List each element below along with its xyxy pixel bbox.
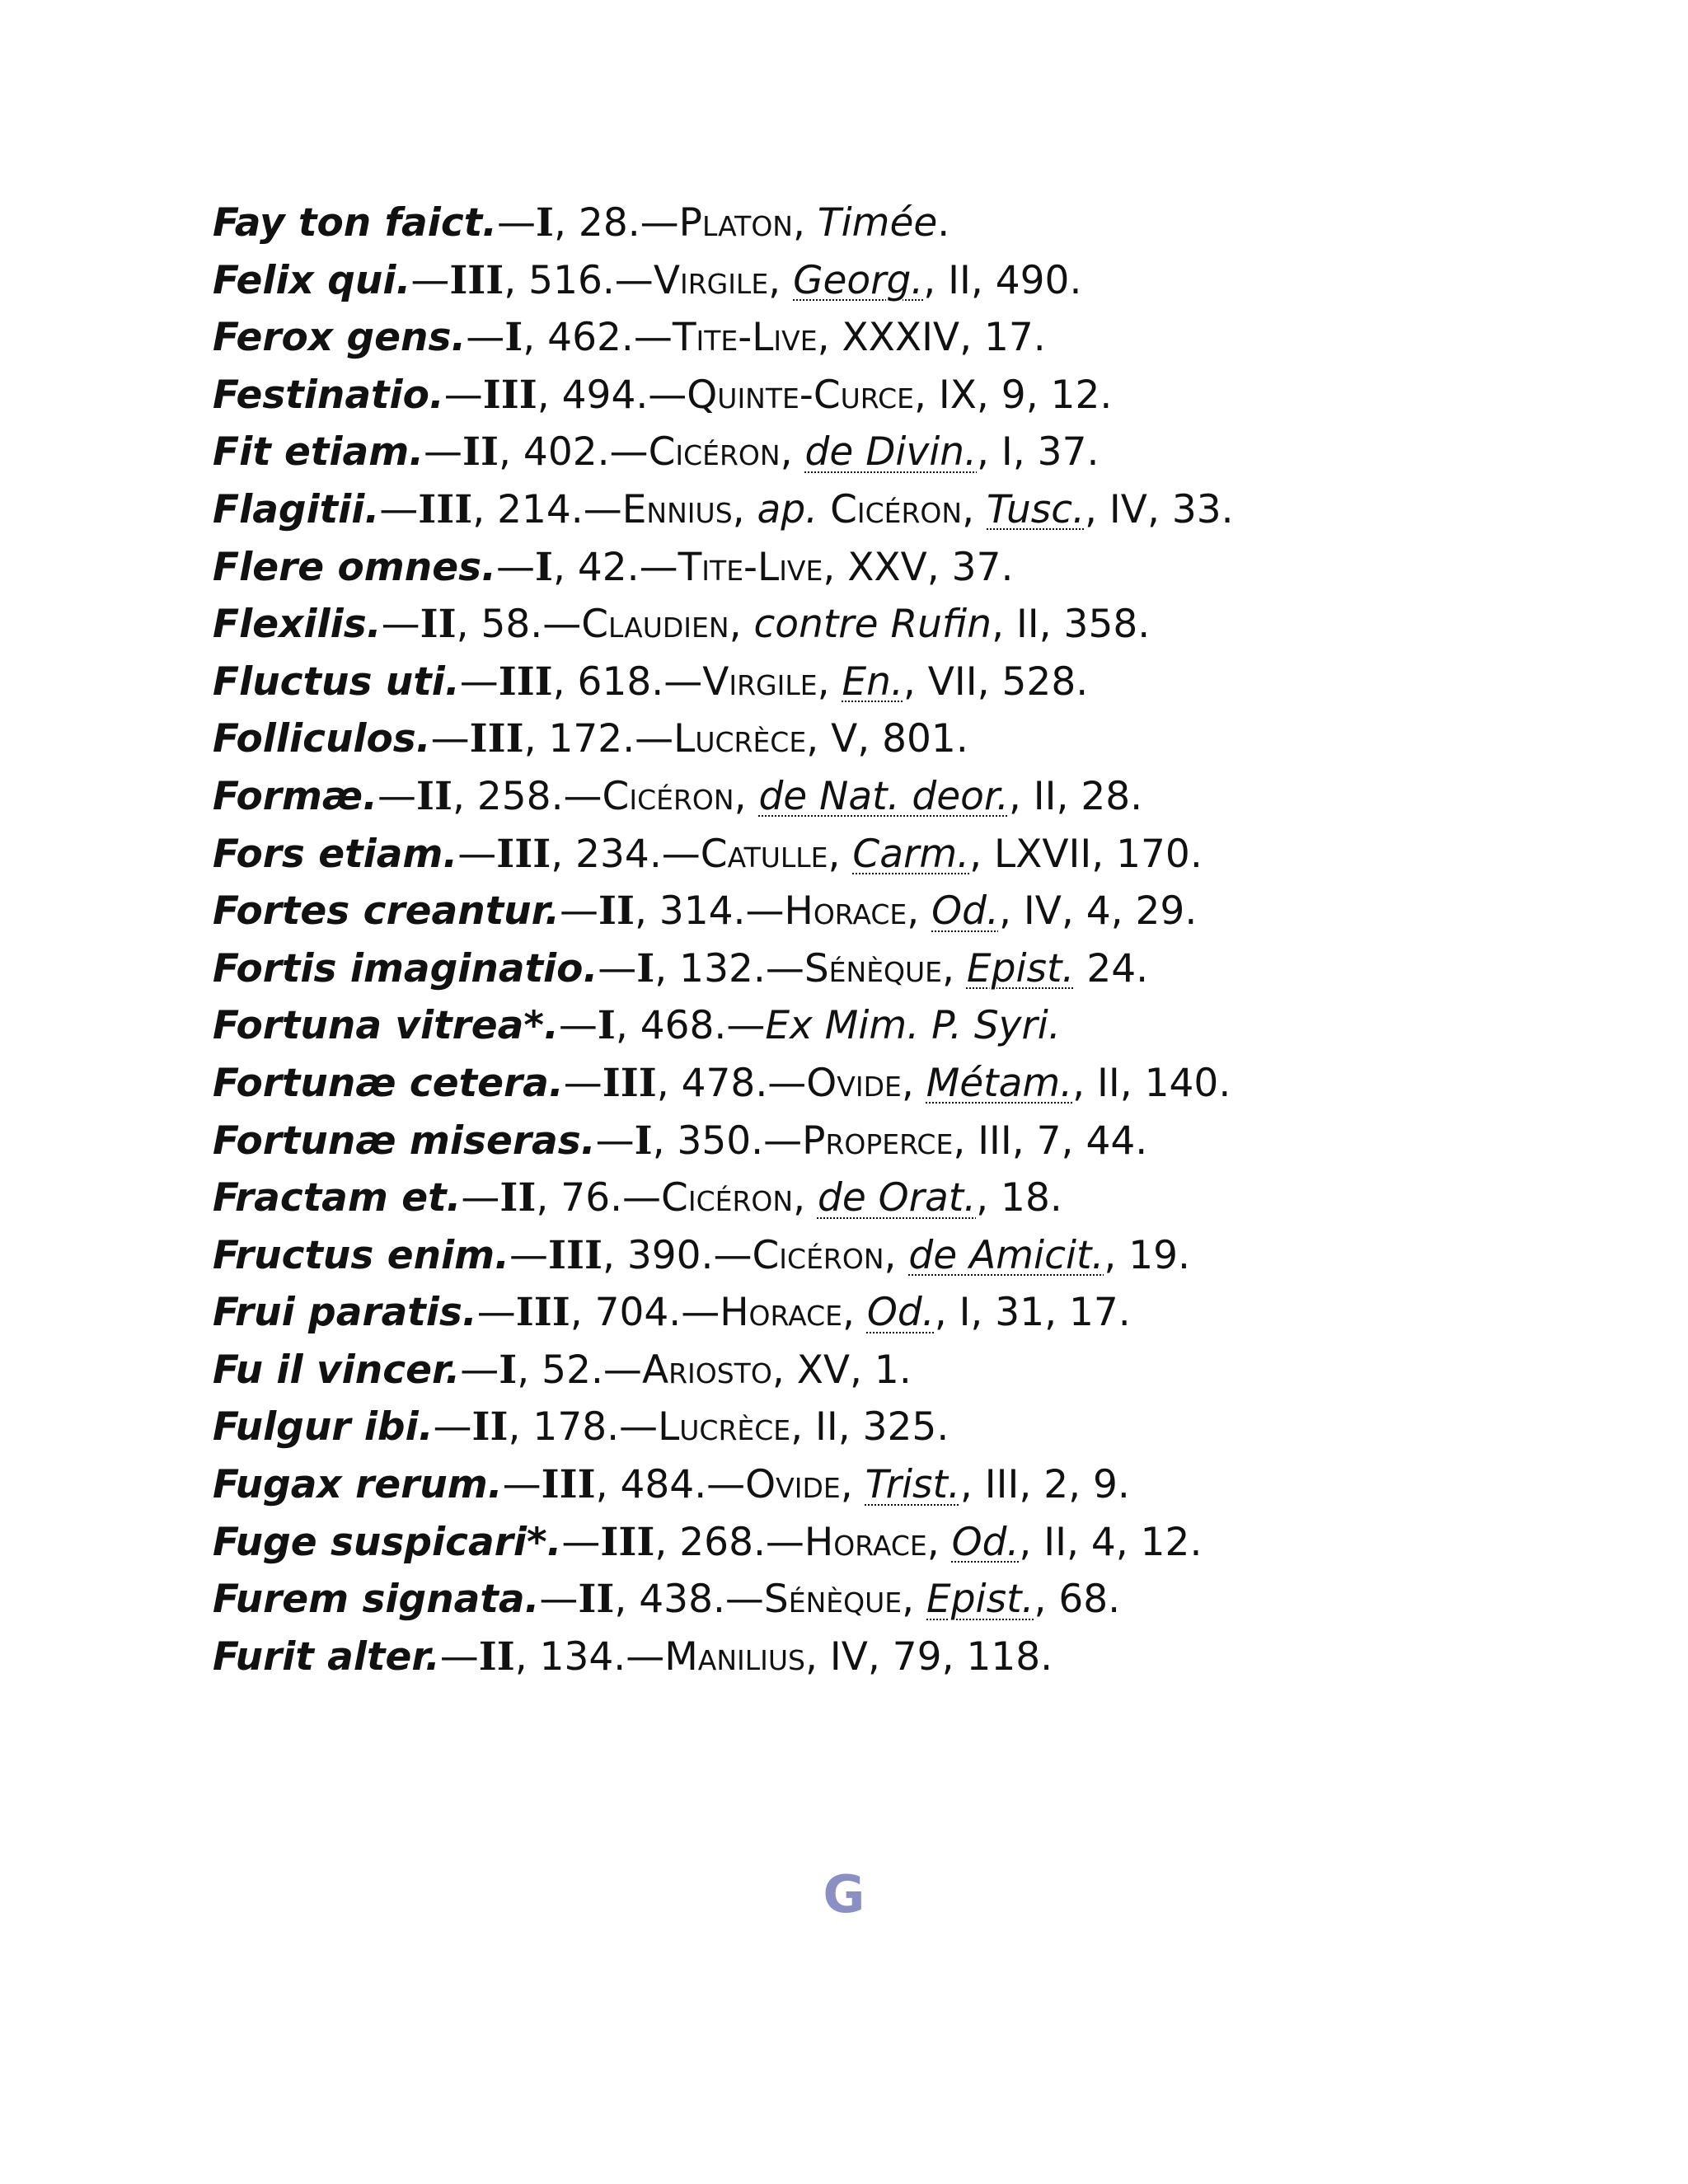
reference-text: , (902, 1577, 927, 1623)
work-title-link[interactable]: de Nat. deor. (758, 773, 1009, 819)
reference-text (818, 487, 830, 532)
reference-text: — (377, 773, 417, 819)
index-entry (213, 768, 1614, 826)
reference-text: — (460, 1347, 499, 1393)
entry-headword: Fortis imaginatio. (213, 945, 598, 991)
author-name: Manilius (664, 1633, 805, 1680)
work-title-link[interactable]: de Divin. (804, 429, 978, 476)
index-entry (213, 1169, 1614, 1227)
entry-headword: Furit alter. (213, 1633, 440, 1680)
reference-text: — (439, 1633, 479, 1680)
book-number: II (598, 888, 635, 935)
entry-headword: Fit etiam. (213, 429, 424, 476)
entry-headword: Festinatio. (213, 372, 444, 418)
reference-text: , 516.— (504, 257, 654, 303)
reference-text: , XV, 1. (771, 1347, 912, 1393)
author-name: Tite-Live (678, 544, 823, 590)
entry-headword: Fors etiam. (213, 831, 458, 877)
reference-text: , (907, 888, 932, 935)
reference-text: , (840, 1462, 865, 1508)
reference-text: , 484.— (595, 1462, 746, 1508)
index-entry (213, 424, 1614, 481)
reference-text: , 402.— (499, 429, 649, 476)
reference-text: , 462.— (523, 315, 673, 361)
work-title: contre Rufin (753, 602, 992, 648)
book-number: III (541, 1462, 596, 1508)
reference-text: , IV, 33. (1085, 486, 1234, 532)
index-entry (213, 826, 1614, 883)
author-name: Ennius (621, 486, 733, 532)
book-number: III (469, 716, 524, 762)
index-entry (213, 1456, 1614, 1514)
author-name: Sénèque (763, 1577, 903, 1623)
reference-text: , I, 31, 17. (934, 1290, 1131, 1336)
index-entry (213, 596, 1614, 654)
index-entry (213, 367, 1614, 424)
reference-text: , 52.— (517, 1347, 642, 1393)
entry-headword: Felix qui. (213, 257, 411, 303)
author-name: Cicéron (648, 429, 781, 476)
work-title: ap. (757, 486, 818, 532)
reference-text: , IV, 79, 118. (804, 1633, 1053, 1680)
work-title-link[interactable]: Carm. (852, 831, 970, 877)
work-title-link[interactable]: Epist. (966, 945, 1075, 991)
reference-text: , 704.— (570, 1290, 720, 1336)
reference-text: , I, 37. (977, 429, 1100, 476)
author-name: Claudien (581, 602, 729, 648)
entry-headword: Folliculos. (213, 716, 431, 762)
author-name: Horace (784, 888, 907, 935)
index-entry (213, 1571, 1614, 1629)
reference-text: , 28.— (554, 200, 679, 246)
reference-text: , 132.— (654, 945, 804, 991)
entry-headword: Flexilis. (213, 602, 382, 648)
reference-text: , (842, 1290, 867, 1336)
index-entry (213, 1629, 1614, 1686)
reference-text: , II, 4, 12. (1019, 1519, 1203, 1565)
reference-text: , (942, 945, 967, 991)
book-number: III (515, 1290, 570, 1336)
book-number: I (536, 200, 555, 246)
book-number: III (600, 1519, 655, 1565)
entry-headword: Frui paratis. (213, 1290, 477, 1336)
reference-text: , (901, 1060, 926, 1106)
entry-headword: Flere omnes. (213, 544, 496, 590)
reference-text: — (595, 1118, 635, 1164)
reference-text: , 58.— (456, 602, 582, 648)
entry-headword: Formæ. (213, 773, 378, 819)
reference-text: , 76.— (536, 1175, 662, 1221)
reference-text: , II, 140. (1072, 1060, 1231, 1106)
entry-headword: Flagitii. (213, 486, 380, 532)
work-title-link[interactable]: Od. (866, 1290, 935, 1336)
entry-headword: Fugax rerum. (213, 1462, 503, 1508)
reference-text: , 314.— (634, 888, 785, 935)
book-number: I (499, 1347, 518, 1393)
entry-headword: Furem signata. (213, 1577, 540, 1623)
author-name: Cicéron (752, 1232, 884, 1278)
author-name: Cicéron (661, 1175, 794, 1221)
author-name: Cicéron (830, 486, 963, 532)
reference-text: , 268.— (654, 1519, 804, 1565)
index-entry (213, 1342, 1614, 1399)
author-name: Horace (720, 1290, 843, 1336)
reference-text: , (780, 429, 805, 476)
reference-text: — (430, 716, 470, 762)
reference-text: , 68. (1034, 1577, 1121, 1623)
reference-text: , II, 358. (992, 602, 1151, 648)
author-name: Lucrèce (658, 1404, 791, 1451)
work-title-link[interactable]: Od. (951, 1519, 1020, 1565)
reference-text: , 134.— (514, 1633, 665, 1680)
reference-text: , (817, 658, 842, 705)
reference-text: — (459, 658, 499, 705)
author-name: Ovide (806, 1060, 902, 1106)
entry-headword: Fructus enim. (213, 1232, 509, 1278)
book-number: II (478, 1633, 515, 1680)
reference-text: — (561, 1519, 601, 1565)
reference-text: , 42.— (552, 544, 678, 590)
author-name: Ovide (745, 1462, 841, 1508)
work-title-link[interactable]: En. (842, 658, 903, 705)
citation-index-list (213, 194, 1614, 1685)
book-number: III (547, 1232, 603, 1278)
work-title-link[interactable]: Od. (931, 888, 999, 935)
reference-text: , 390.— (602, 1232, 753, 1278)
reference-text: , 234.— (551, 831, 701, 877)
reference-text: , 258.— (452, 773, 603, 819)
reference-text: , (962, 486, 987, 532)
reference-text: , XXXIV, 17. (817, 315, 1046, 361)
reference-text: , III, 2, 9. (959, 1462, 1130, 1508)
reference-text: — (443, 372, 483, 418)
reference-text: , 18. (976, 1175, 1062, 1221)
book-number: II (471, 1404, 509, 1451)
reference-text: 24. (1074, 945, 1149, 991)
index-entry (213, 1399, 1614, 1456)
reference-text: , (729, 602, 754, 648)
index-entry (213, 883, 1614, 940)
author-name: Cicéron (602, 773, 734, 819)
author-name: Virgile (702, 658, 818, 705)
work-title-link[interactable]: de Amicit. (908, 1232, 1104, 1278)
index-entry (213, 481, 1614, 539)
reference-text: , XXV, 37. (823, 544, 1014, 590)
entry-headword: Fortunæ miseras. (213, 1118, 596, 1164)
book-number: I (597, 1003, 616, 1049)
work-title-link[interactable]: Tusc. (987, 486, 1085, 532)
book-number: III (498, 658, 553, 705)
book-number: I (636, 945, 655, 991)
index-entry (213, 710, 1614, 768)
reference-text: , 178.— (508, 1404, 659, 1451)
reference-text: , (828, 831, 853, 877)
reference-text: . (937, 200, 950, 246)
section-letter-heading: G (823, 1864, 865, 1924)
index-entry (213, 1284, 1614, 1342)
book-number: I (634, 1118, 653, 1164)
book-number: III (449, 257, 504, 303)
reference-text: , II, 490. (923, 257, 1082, 303)
work-title: Timée (817, 200, 938, 246)
reference-text: , II, 28. (1008, 773, 1143, 819)
entry-headword: Ferox gens. (213, 315, 467, 361)
book-number: II (578, 1577, 615, 1623)
reference-text: — (558, 1003, 598, 1049)
reference-text: — (598, 945, 637, 991)
index-entry (213, 1055, 1614, 1113)
index-entry (213, 1227, 1614, 1285)
reference-text: , 468.— (615, 1003, 766, 1049)
reference-text: , (926, 1519, 952, 1565)
reference-text: , IV, 4, 29. (998, 888, 1198, 935)
author-name: Tite-Live (672, 315, 818, 361)
reference-text: — (495, 544, 535, 590)
reference-text: — (466, 315, 505, 361)
reference-text: , 478.— (656, 1060, 807, 1106)
author-name: Properce (802, 1118, 954, 1164)
reference-text: — (381, 602, 420, 648)
reference-text: — (559, 888, 598, 935)
entry-headword: Fu il vincer. (213, 1347, 461, 1393)
reference-text: — (433, 1404, 472, 1451)
book-number: I (534, 544, 553, 590)
author-name: Ariosto (641, 1347, 772, 1393)
author-name: Sénèque (804, 945, 943, 991)
entry-headword: Fay ton faict. (213, 200, 498, 246)
index-entry (213, 654, 1614, 711)
entry-headword: Fulgur ibi. (213, 1404, 434, 1451)
reference-text: — (497, 200, 537, 246)
reference-text: , 618.— (552, 658, 703, 705)
reference-text: , (884, 1232, 909, 1278)
reference-text: , II, 325. (790, 1404, 950, 1451)
entry-headword: Fortunæ cetera. (213, 1060, 564, 1106)
entry-headword: Fluctus uti. (213, 658, 460, 705)
book-number: III (482, 372, 537, 418)
reference-text: — (424, 429, 463, 476)
reference-text: , (734, 773, 759, 819)
index-entry (213, 539, 1614, 597)
reference-text: , 494.— (537, 372, 687, 418)
author-name: Horace (804, 1519, 927, 1565)
author-name: Catulle (700, 831, 828, 877)
reference-text: , 350.— (652, 1118, 803, 1164)
book-number: III (602, 1060, 657, 1106)
index-entry (213, 1514, 1614, 1572)
book-number: III (418, 486, 473, 532)
index-entry (213, 252, 1614, 310)
index-entry (213, 309, 1614, 367)
entry-headword: Fractam et. (213, 1175, 462, 1221)
reference-text: — (563, 1060, 603, 1106)
reference-text: , III, 7, 44. (953, 1118, 1148, 1164)
reference-text: — (476, 1290, 516, 1336)
entry-headword: Fuge suspicari*. (213, 1519, 562, 1565)
index-entry (213, 997, 1614, 1055)
reference-text: , (793, 200, 818, 246)
work-title-link[interactable]: Epist. (926, 1577, 1034, 1623)
reference-text: — (502, 1462, 542, 1508)
reference-text: , (793, 1175, 818, 1221)
author-name: Virgile (653, 257, 769, 303)
author-name: Quinte-Curce (687, 372, 914, 418)
entry-headword: Fortes creantur. (213, 888, 560, 935)
work-title-link[interactable]: de Orat. (817, 1175, 977, 1221)
reference-text: , 172.— (523, 716, 674, 762)
reference-text: , V, 801. (806, 716, 968, 762)
reference-text: — (461, 1175, 500, 1221)
book-number: II (499, 1175, 537, 1221)
work-title-link[interactable]: Georg. (793, 257, 924, 303)
reference-text: , 438.— (614, 1577, 764, 1623)
reference-text: , IX, 9, 12. (913, 372, 1113, 418)
book-number: I (504, 315, 523, 361)
book-number: II (462, 429, 499, 476)
reference-text: — (457, 831, 497, 877)
reference-text: , 19. (1104, 1232, 1191, 1278)
index-entry (213, 940, 1614, 998)
author-name: Lucrèce (673, 716, 807, 762)
index-entry (213, 194, 1614, 252)
reference-text: , (768, 257, 794, 303)
book-number: II (416, 773, 452, 819)
entry-headword: Fortuna vitrea*. (213, 1003, 559, 1049)
work-title-link[interactable]: Trist. (865, 1462, 960, 1508)
index-entry (213, 1113, 1614, 1170)
reference-text: , (732, 486, 757, 532)
work-title-link[interactable]: Métam. (926, 1060, 1073, 1106)
reference-text: , LXVII, 170. (969, 831, 1203, 877)
reference-text: , 214.— (472, 486, 622, 532)
reference-text: — (539, 1577, 579, 1623)
work-title: Ex Mim. P. Syri. (765, 1003, 1061, 1049)
reference-text: , VII, 528. (903, 658, 1089, 705)
reference-text: — (379, 486, 419, 532)
book-number: III (496, 831, 551, 877)
reference-text: — (410, 257, 450, 303)
reference-text: — (509, 1232, 548, 1278)
author-name: Platon (678, 200, 793, 246)
book-number: II (420, 602, 457, 648)
